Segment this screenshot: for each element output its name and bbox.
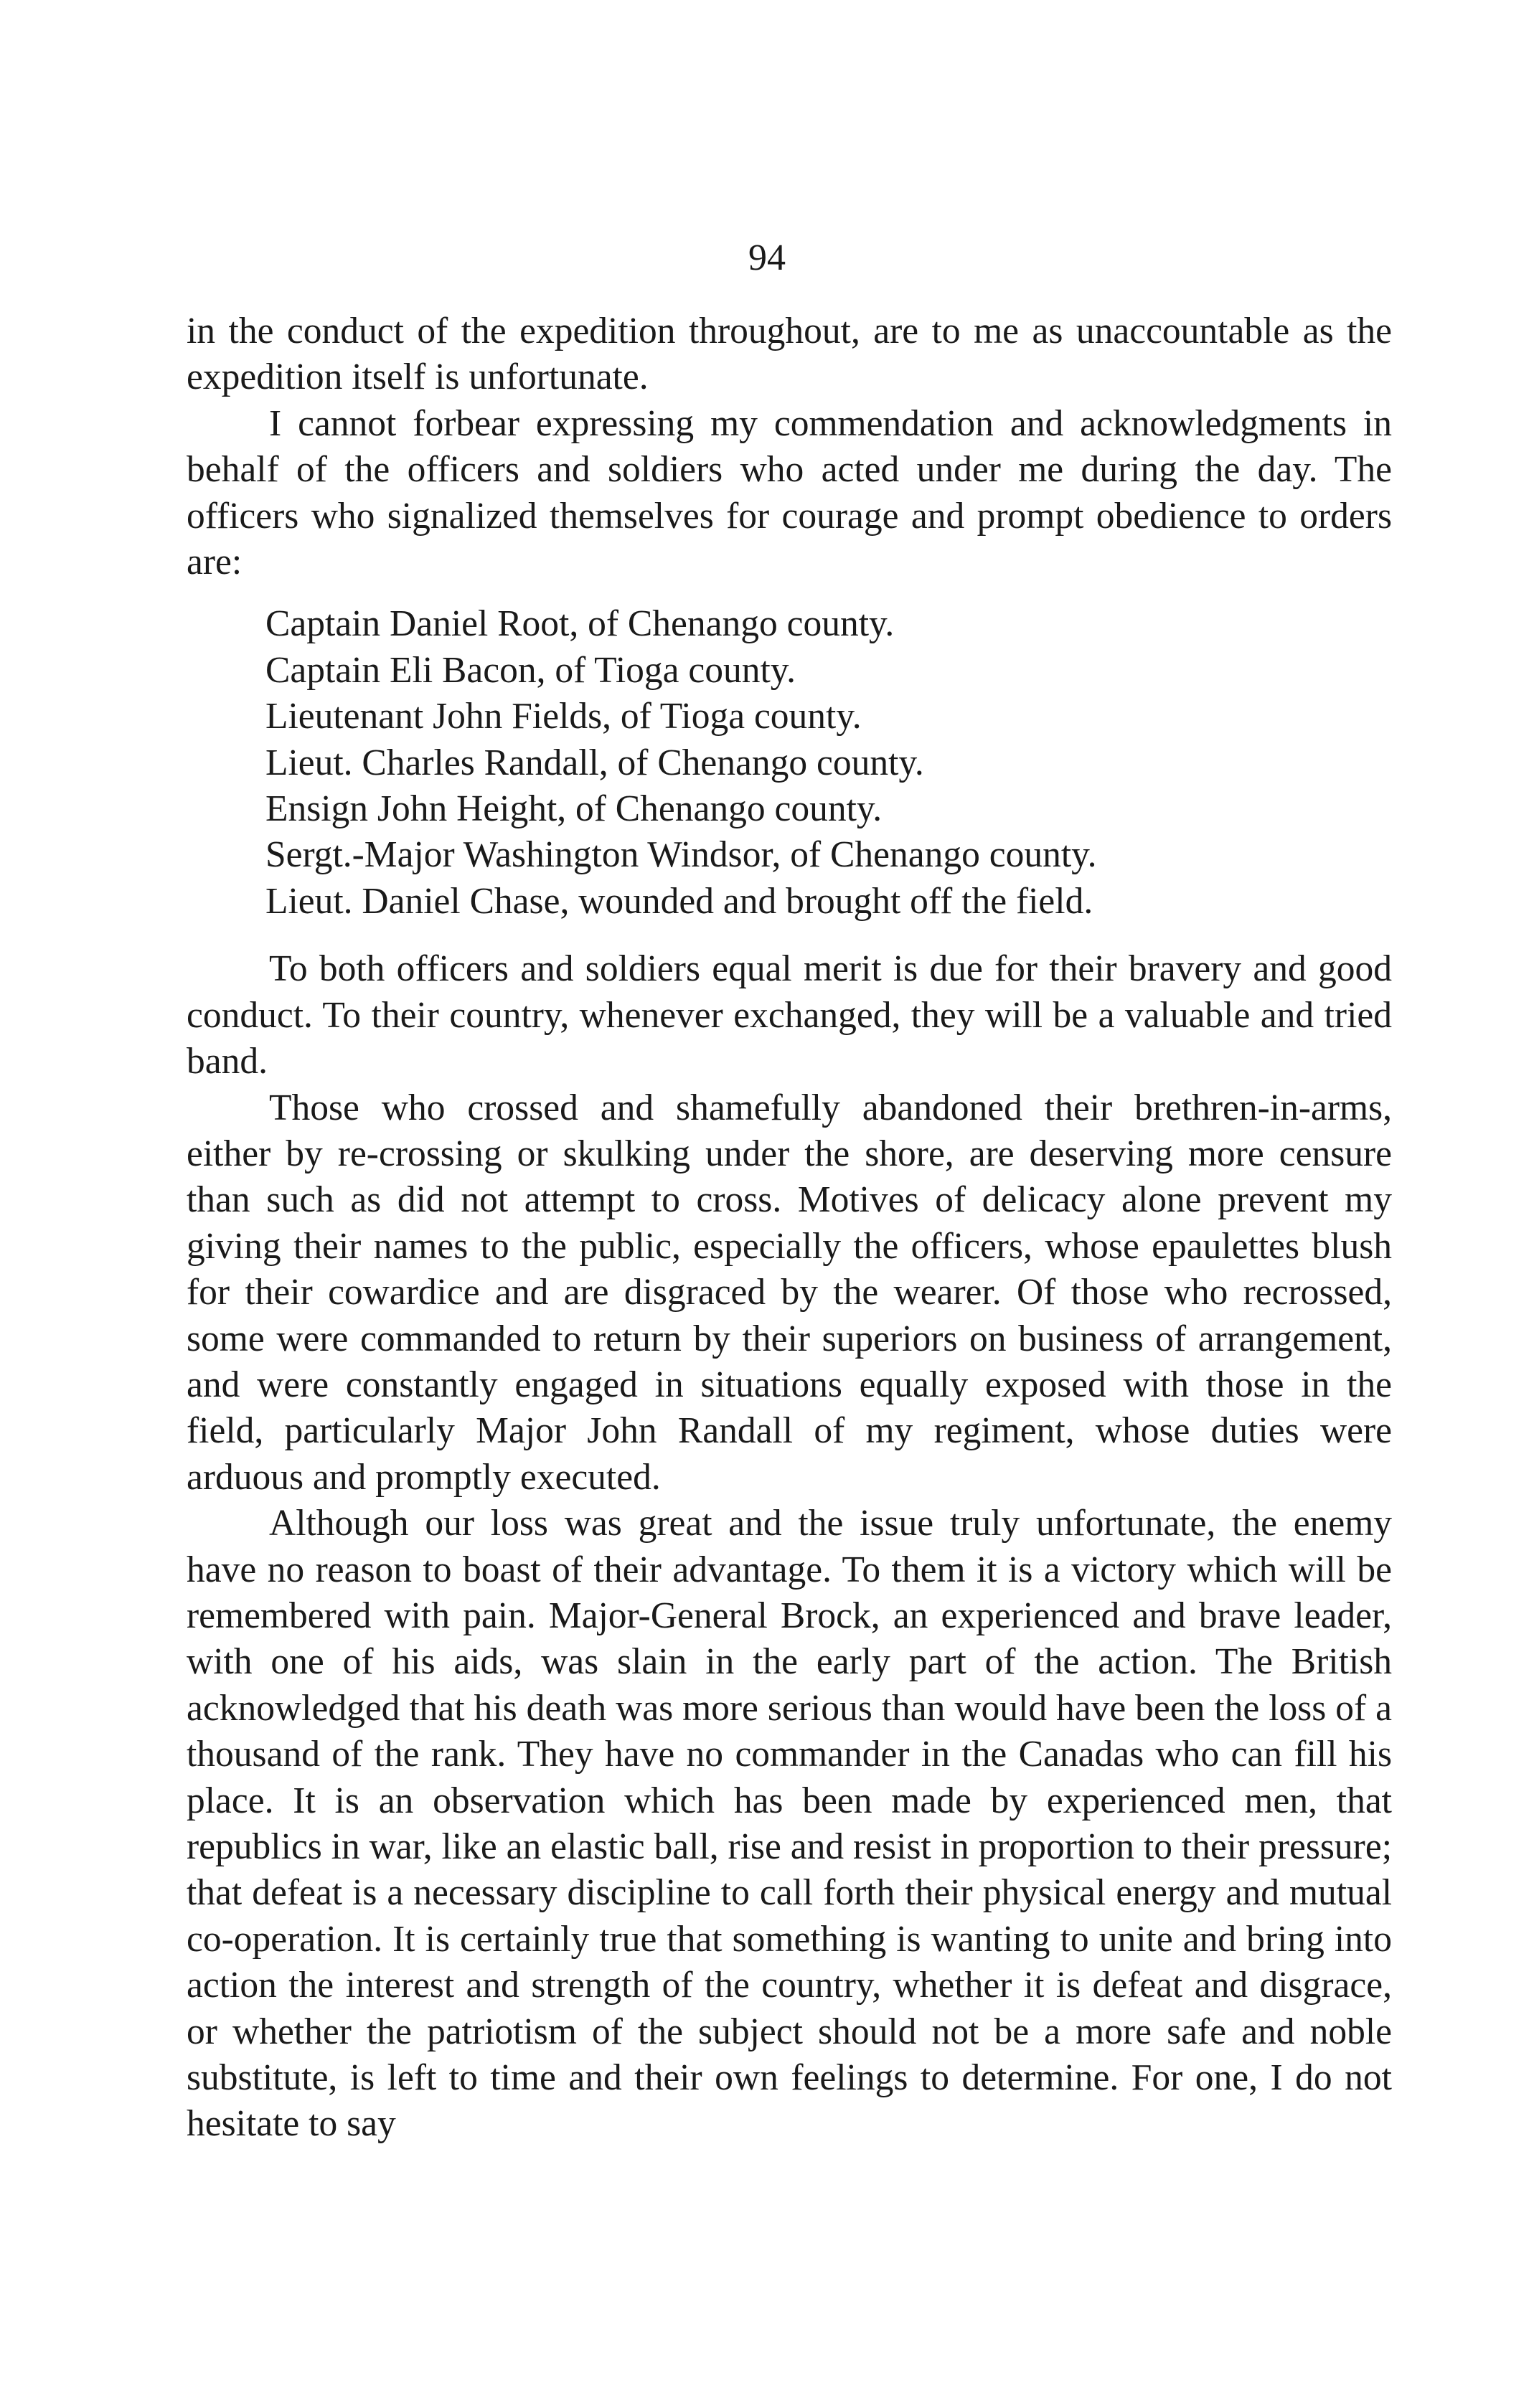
paragraph-loss: Although our loss was great and the issue truly unfortunate, the enemy have no reason to boast of their advantage. To them it is a victory which will be remembered with pain. Major-General Brock, an experienced and brave leader, with one of his aids, was slain in the early part of the action. The British acknowledged that his death was more serious than would have been the loss of a thousand of the rank. They have no commander in the Canadas who can fill his place. It is an observation which has been made by experienced men, that republics in war, like an elastic ball, rise and resist in proportion to their pressure; that defeat is a necessary discipline to call forth their physical energy and mutual co-operation. It is certainly true that something is wanting to unite and bring into action the interest and strength of the country, whether it is defeat and disgrace, or whether the patriotism of the subject should not be a more safe and noble substitute, is left to time and their own feelings to determine. For one, I do not hesitate to say: [187, 1503, 1392, 2145]
page-number: 94: [748, 237, 786, 278]
list-item: Lieut. Daniel Chase, wounded and brought off the field.: [265, 880, 1093, 922]
paragraph-commendation: I cannot forbear expressing my commendation and acknowledgments in behalf of the officers and soldiers who acted under me during the day. The officers who signalized themselves for courage and prompt obedience to orders are:: [187, 402, 1392, 583]
officers-list: [265, 601, 1392, 925]
paragraph-continuation: in the conduct of the expedition throughout, are to me as unaccountable as the expedition itself is unfortunate.: [187, 311, 1392, 398]
list-item: Captain Daniel Root, of Chenango county.: [265, 603, 895, 645]
paragraph-censure: Those who crossed and shamefully abandoned their brethren-in-arms, either by re-crossing or skulking under the shore, are deserving more censure than such as did not attempt to cross. Motives of delicacy alone prevent my giving their names to the public, especially the officers, whose epaulettes blush for their cowardice and are disgraced by the wearer. Of those who recrossed, some were commanded to return by their superiors on business of arrangement, and were constantly engaged in situations equally exposed with those in the field, particularly Major John Randall of my regiment, whose duties were arduous and promptly executed.: [187, 1087, 1392, 1498]
page-body: [187, 308, 1392, 2148]
list-item: Captain Eli Bacon, of Tioga county.: [265, 649, 796, 691]
list-item: Ensign John Height, of Chenango county.: [265, 788, 883, 830]
list-item: Lieut. Charles Randall, of Chenango county.: [265, 742, 924, 783]
list-item: Sergt.-Major Washington Windsor, of Chenango county.: [265, 834, 1097, 876]
paragraph-merit: To both officers and soldiers equal merit is due for their bravery and good conduct. To their country, whenever exchanged, they will be a valuable and tried band.: [187, 948, 1392, 1082]
list-item: Lieutenant John Fields, of Tioga county.: [265, 696, 862, 737]
